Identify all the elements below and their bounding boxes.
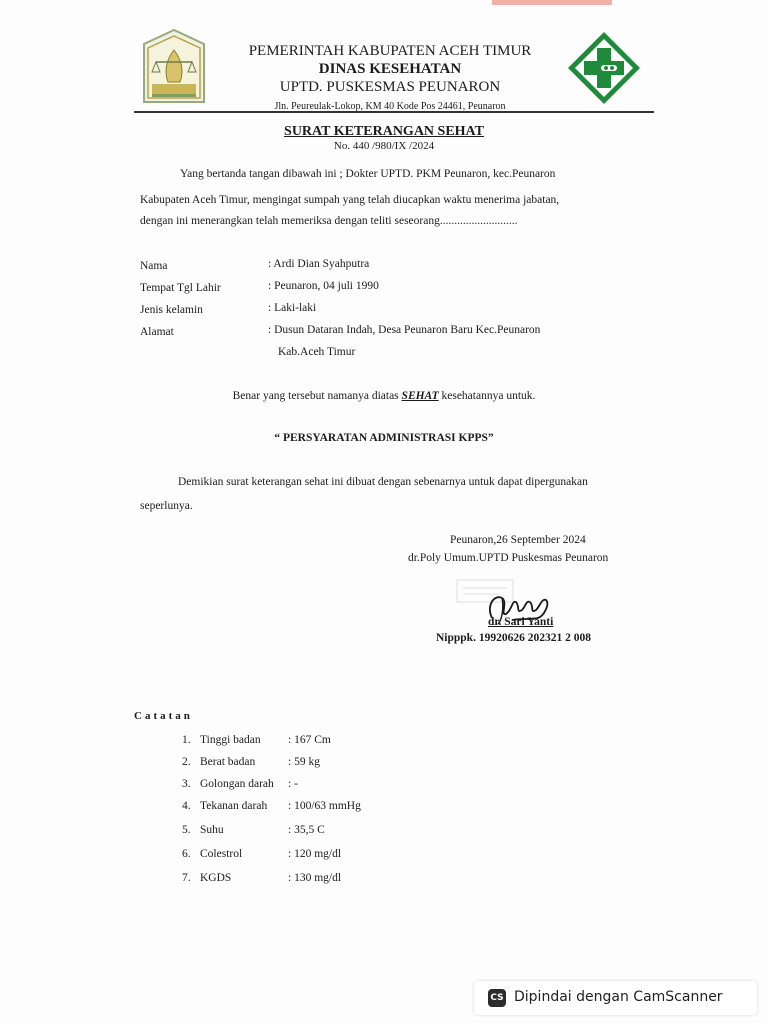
- note-value: : 35,5 C: [288, 824, 325, 836]
- note-number: 5.: [182, 824, 191, 836]
- document-number: No. 440 /980/IX /2024: [333, 140, 435, 152]
- intro-line-2: Kabupaten Aceh Timur, mengingat sumpah yang telah diucapkan waktu menerima jabatan,: [140, 194, 560, 206]
- note-label: Suhu: [200, 824, 224, 836]
- field-label-name: Nama: [140, 260, 168, 272]
- agency-name: DINAS KESEHATAN: [318, 61, 462, 77]
- signer-name: dr. Sari Yanti: [488, 616, 554, 628]
- note-value: : 167 Cm: [288, 734, 331, 746]
- document-title: SURAT KETERANGAN SEHAT: [284, 124, 484, 139]
- note-label: Berat badan: [200, 756, 256, 768]
- note-value: : -: [288, 778, 298, 790]
- intro-line-3: dengan ini menerangkan telah memeriksa dengan teliti seseorang...........................: [140, 215, 518, 227]
- header-divider: [134, 111, 654, 113]
- unit-name: UPTD. PUSKESMAS PEUNARON: [279, 79, 501, 95]
- field-label-gender: Jenis kelamin: [140, 304, 203, 316]
- signer-nip: Nipppk. 19920626 202321 2 008: [436, 632, 591, 644]
- note-value: : 100/63 mmHg: [288, 800, 361, 812]
- field-value-address-cont: Kab.Aceh Timur: [278, 346, 356, 358]
- closing-line-1: Demikian surat keterangan sehat ini dibuat dengan sebenarnya untuk dapat dipergunakan: [178, 476, 588, 488]
- note-number: 2.: [182, 756, 191, 768]
- camscanner-text: Dipindai dengan CamScanner: [514, 989, 723, 1005]
- note-value: : 130 mg/dl: [288, 872, 342, 884]
- letterhead: [220, 42, 560, 116]
- field-label-address: Alamat: [140, 326, 174, 338]
- note-value: : 59 kg: [288, 756, 320, 768]
- note-label: KGDS: [200, 872, 232, 884]
- statement-before: Benar yang tersebut namanya diatas: [232, 390, 402, 402]
- note-label: Colestrol: [200, 848, 243, 860]
- note-number: 7.: [182, 872, 191, 884]
- note-number: 1.: [182, 734, 191, 746]
- note-value: : 120 mg/dl: [288, 848, 342, 860]
- statement-after: kesehatannya untuk.: [438, 390, 536, 402]
- field-value-name: : Ardi Dian Syahputra: [268, 258, 370, 270]
- field-label-birth: Tempat Tgl Lahir: [140, 282, 221, 294]
- health-statement: [0, 390, 768, 402]
- note-label: Tekanan darah: [200, 800, 268, 812]
- closing-line-2: seperlunya.: [140, 500, 193, 512]
- signer-position: dr.Poly Umum.UPTD Puskesmas Peunaron: [408, 552, 609, 564]
- note-number: 6.: [182, 848, 191, 860]
- note-label: Tinggi badan: [200, 734, 261, 746]
- note-label: Golongan darah: [200, 778, 274, 790]
- camscanner-watermark: [474, 981, 757, 1015]
- camscanner-icon: CS: [488, 989, 506, 1007]
- office-address: Jln. Peureulak-Lokop, KM 40 Kode Pos 24461, Peunaron: [274, 101, 506, 112]
- statement-emphasis: SEHAT: [401, 390, 439, 402]
- puskesmas-logo-icon: [566, 30, 642, 106]
- note-number: 3.: [182, 778, 191, 790]
- regency-logo-icon: [134, 26, 214, 106]
- place-date: Peunaron,26 September 2024: [450, 534, 586, 546]
- field-value-birth: : Peunaron, 04 juli 1990: [268, 280, 379, 292]
- scan-edge-mark: [492, 0, 612, 5]
- intro-line-1: Yang bertanda tangan dibawah ini ; Dokter UPTD. PKM Peunaron, kec.Peunaron: [180, 168, 556, 180]
- government-name: PEMERINTAH KABUPATEN ACEH TIMUR: [248, 43, 532, 59]
- field-value-address: : Dusun Dataran Indah, Desa Peunaron Baru Kec.Peunaron: [268, 324, 541, 336]
- field-value-gender: : Laki-laki: [268, 302, 317, 314]
- purpose-text: “ PERSYARATAN ADMINISTRASI KPPS”: [274, 432, 494, 444]
- note-number: 4.: [182, 800, 191, 812]
- notes-title: Catatan: [134, 710, 193, 722]
